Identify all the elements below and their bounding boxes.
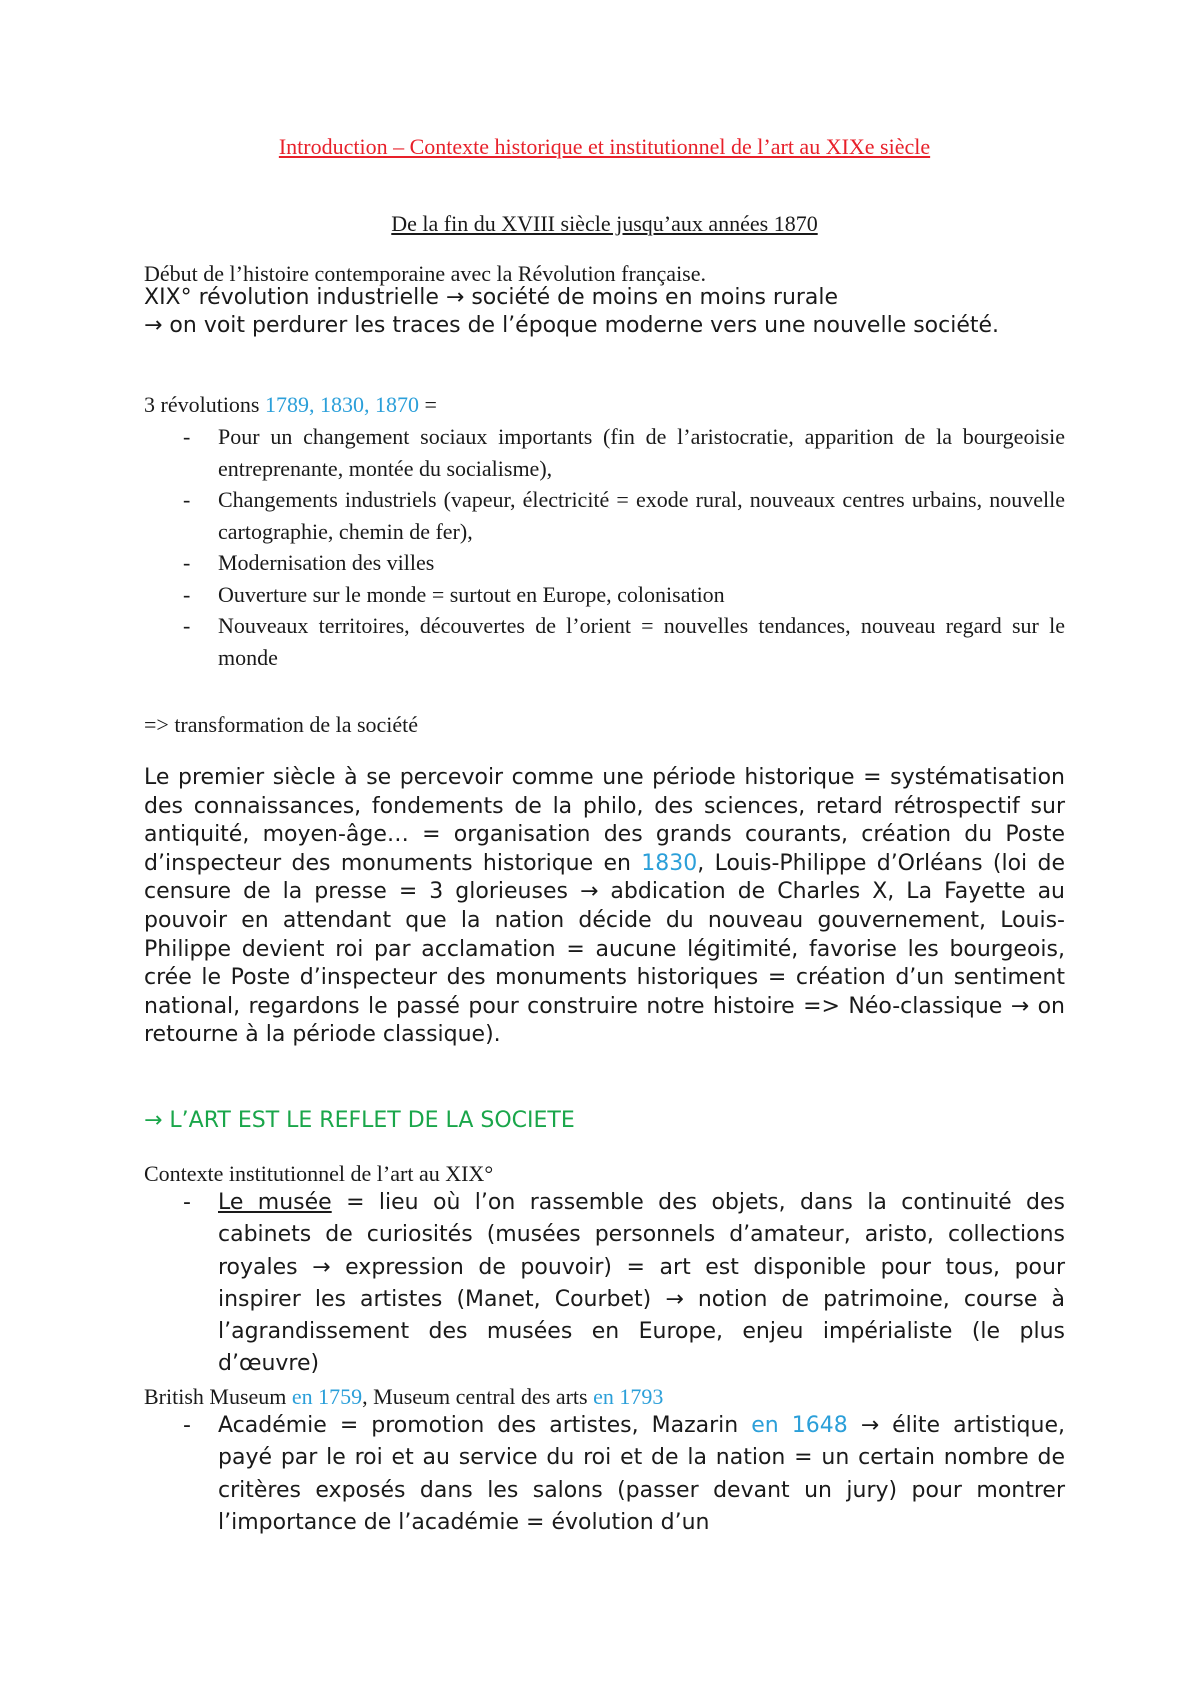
- academie-text-a: Académie = promotion des artistes, Mazarin: [218, 1413, 752, 1438]
- list-item-text: Ouverture sur le monde = surtout en Europe, colonisation: [218, 581, 725, 607]
- list-item: [144, 579, 1065, 611]
- document-subtitle: [144, 208, 1065, 240]
- list-item: [144, 421, 1065, 484]
- museums-part-c: , Museum central des arts: [362, 1384, 594, 1409]
- museums-part-a: British Museum: [144, 1384, 292, 1409]
- section-heading: → L’ART EST LE REFLET DE LA SOCIETE: [144, 1108, 575, 1133]
- subtitle-text: De la fin du XVIII siècle jusqu’aux années 1870: [391, 211, 818, 236]
- paragraph-part-2: , Louis-Philippe d’Orléans (loi de censure de la presse = 3 glorieuses → abdication de Charles X, La Fayette au pouvoir en attendant que la nation décide du nouveau gouvernement, Louis-Philippe devient roi par acclamation = aucune légitimité, favorise les bourgeois, crée le Poste d’inspecteur des monuments historiques = création d’un sentiment national, regardons le passé pour construire notre histoire => Néo-classique → on retourne à la période classique).: [144, 850, 1065, 1048]
- main-paragraph: [144, 764, 1065, 1050]
- intro-line: Début de l’histoire contemporaine avec la Révolution française.: [144, 261, 707, 286]
- revolutions-prefix: 3 révolutions: [144, 392, 265, 417]
- revolutions-line: [144, 389, 1065, 421]
- museums-date-1: en 1759: [291, 1384, 363, 1409]
- dash-marker: -: [183, 1190, 191, 1215]
- changes-list: [144, 421, 1065, 673]
- transformation-line: => transformation de la société: [144, 712, 419, 737]
- list-item-text: Modernisation des villes: [218, 550, 435, 575]
- title-text: Introduction – Contexte historique et institutionnel de l’art au XIXe siècle: [278, 134, 931, 159]
- museums-line: [144, 1381, 1065, 1413]
- list-item: [144, 610, 1065, 673]
- list-item-text: Changements industriels (vapeur, électricité = exode rural, nouveaux centres urbains, nouvelle cartographie, chemin de fer),: [218, 487, 1065, 544]
- revolutions-suffix: =: [419, 392, 437, 417]
- museums-date-2: en 1793: [593, 1384, 664, 1409]
- musee-term: Le musée: [218, 1190, 332, 1215]
- bold-line-2: → on voit perdurer les traces de l’époque moderne vers une nouvelle société.: [144, 313, 1000, 338]
- list-item: [144, 484, 1065, 547]
- dash-marker: -: [183, 613, 191, 638]
- paragraph-part-1: Le premier siècle à se percevoir comme une période historique = systématisation des connaissances, fondements de la philo, des sciences, retard rétrospectif sur antiquité, moyen-âge… = organisation des grands courants, création du Poste d’inspecteur des monuments historique en: [144, 765, 1065, 876]
- context-line: Contexte institutionnel de l’art au XIX°: [144, 1161, 494, 1186]
- academie-year: en 1648: [751, 1413, 848, 1438]
- musee-text: = lieu où l’on rassemble des objets, dans la continuité des cabinets de curiosités (musées personnels d’amateur, aristo, collections royales → expression de pouvoir) = art est disponible pour tous, pour inspirer les artistes (Manet, Courbet) → notion de patrimoine, course à l’agrandissement des musées en Europe, enjeu impérialiste (le plus d’œuvre): [218, 1190, 1065, 1377]
- musee-list: [144, 1187, 1065, 1381]
- dash-marker: -: [183, 487, 191, 512]
- document-title: [144, 131, 1065, 163]
- list-item-text: Pour un changement sociaux importants (fin de l’aristocratie, apparition de la bourgeoisie entreprenante, montée du socialisme),: [218, 424, 1065, 481]
- list-item: [144, 1410, 1065, 1539]
- academie-list: [144, 1410, 1065, 1539]
- dash-marker: -: [183, 424, 191, 449]
- revolutions-dates: 1789, 1830, 1870: [265, 392, 419, 417]
- list-item-text: Nouveaux territoires, découvertes de l’orient = nouvelles tendances, nouveau regard sur le monde: [218, 613, 1065, 670]
- academie-text-b: → élite artistique, payé par le roi et au service du roi et de la nation = un certain nombre de critères exposés dans les salons (passer devant un jury) pour montrer l’importance de l’académie = évolution d’un: [218, 1413, 1065, 1535]
- dash-marker: -: [183, 550, 191, 575]
- paragraph-year: 1830: [641, 850, 698, 876]
- list-item: [144, 547, 1065, 579]
- dash-marker: -: [183, 1413, 191, 1438]
- list-item: [144, 1187, 1065, 1381]
- dash-marker: -: [183, 581, 191, 607]
- bold-line-1: XIX° révolution industrielle → société de moins en moins rurale: [144, 285, 839, 310]
